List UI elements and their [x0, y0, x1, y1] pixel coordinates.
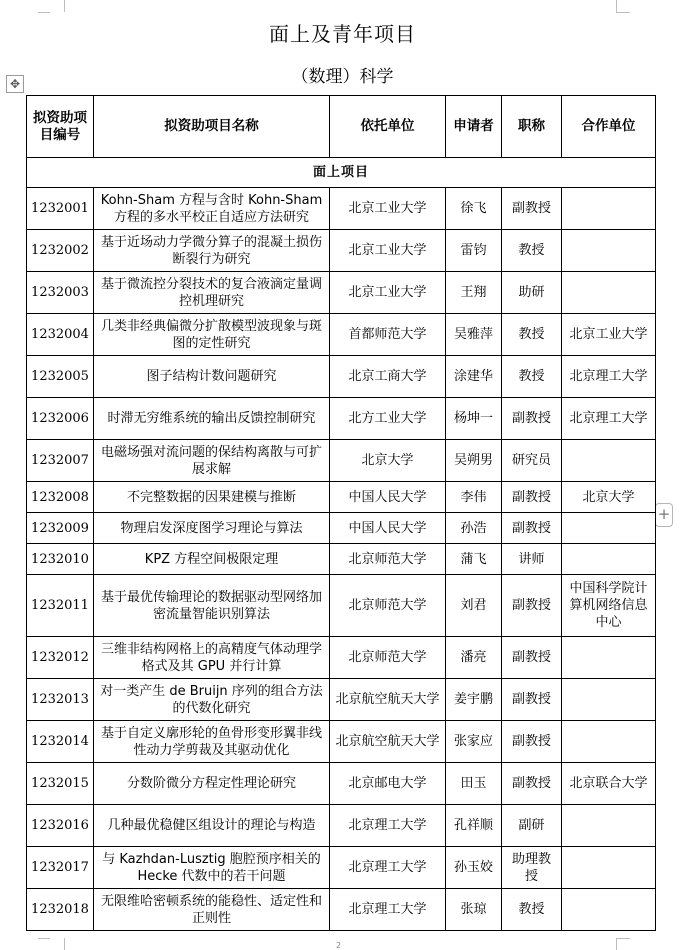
cell-name: 不完整数据的因果建模与推断 — [94, 482, 330, 513]
cell-unit: 北京师范大学 — [330, 575, 446, 637]
cell-partner: 北京理工大学 — [562, 398, 656, 440]
table-row — [27, 440, 656, 482]
table-row — [27, 805, 656, 847]
cell-id: 1232011 — [27, 575, 94, 637]
cell-rank: 讲师 — [502, 544, 562, 575]
cell-applicant: 孔祥顺 — [446, 805, 502, 847]
cell-partner: 北京大学 — [562, 482, 656, 513]
cell-id: 1232012 — [27, 637, 94, 679]
cell-rank: 研究员 — [502, 440, 562, 482]
cell-unit: 北京师范大学 — [330, 637, 446, 679]
cell-unit: 中国人民大学 — [330, 482, 446, 513]
cell-applicant: 王翔 — [446, 272, 502, 314]
cell-partner: 北京工业大学 — [562, 314, 656, 356]
cell-name: 基于自定义廓形轮的鱼骨形变形翼非线性动力学剪裁及其驱动优化 — [94, 721, 330, 763]
cell-name: 三维非结构网格上的高精度气体动理学格式及其 GPU 并行计算 — [94, 637, 330, 679]
cell-applicant: 雷钧 — [446, 230, 502, 272]
cell-id: 1232007 — [27, 440, 94, 482]
cell-applicant: 孙浩 — [446, 513, 502, 544]
cell-name: 几种最优稳健区组设计的理论与构造 — [94, 805, 330, 847]
cell-rank: 副教授 — [502, 637, 562, 679]
cell-id: 1232005 — [27, 356, 94, 398]
cell-partner — [562, 513, 656, 544]
cell-rank: 助研 — [502, 272, 562, 314]
table-row — [27, 679, 656, 721]
cell-unit: 北京工业大学 — [330, 272, 446, 314]
cell-applicant: 刘君 — [446, 575, 502, 637]
cell-unit: 北京工业大学 — [330, 188, 446, 230]
table-row — [27, 513, 656, 544]
cell-unit: 北方工业大学 — [330, 398, 446, 440]
crop-mark-bottom-left-h — [38, 938, 50, 939]
cell-unit: 北京航空航天大学 — [330, 679, 446, 721]
table-move-handle-icon[interactable]: ✥ — [6, 75, 24, 93]
cell-unit: 北京理工大学 — [330, 889, 446, 931]
cell-applicant: 田玉 — [446, 763, 502, 805]
cell-rank: 教授 — [502, 230, 562, 272]
cell-rank: 教授 — [502, 356, 562, 398]
cell-unit: 中国人民大学 — [330, 513, 446, 544]
table-row — [27, 482, 656, 513]
cell-id: 1232006 — [27, 398, 94, 440]
cell-rank: 副教授 — [502, 513, 562, 544]
cell-partner: 中国科学院计算机网络信息中心 — [562, 575, 656, 637]
cell-unit: 首都师范大学 — [330, 314, 446, 356]
cell-id: 1232004 — [27, 314, 94, 356]
cell-applicant: 吴雅萍 — [446, 314, 502, 356]
cell-id: 1232009 — [27, 513, 94, 544]
crop-mark-bottom-right-h — [616, 938, 630, 939]
cell-rank: 副教授 — [502, 188, 562, 230]
table-row — [27, 763, 656, 805]
cell-applicant: 吴朔男 — [446, 440, 502, 482]
cell-id: 1232002 — [27, 230, 94, 272]
cell-applicant: 潘亮 — [446, 637, 502, 679]
project-table — [26, 95, 656, 931]
cell-partner — [562, 440, 656, 482]
cell-unit: 北京航空航天大学 — [330, 721, 446, 763]
cell-partner — [562, 230, 656, 272]
cell-rank: 副教授 — [502, 482, 562, 513]
crop-mark-top-left-h — [38, 12, 50, 13]
cell-applicant: 徐飞 — [446, 188, 502, 230]
cell-partner — [562, 889, 656, 931]
cell-rank: 副教授 — [502, 398, 562, 440]
cell-rank: 助理教授 — [502, 847, 562, 889]
table-row — [27, 544, 656, 575]
cell-name: KPZ 方程空间极限定理 — [94, 544, 330, 575]
cell-applicant: 张琼 — [446, 889, 502, 931]
cell-name: 分数阶微分方程定性理论研究 — [94, 763, 330, 805]
cell-partner — [562, 679, 656, 721]
cell-unit: 北京理工大学 — [330, 847, 446, 889]
cell-partner — [562, 721, 656, 763]
header-partner: 合作单位 — [562, 96, 656, 158]
cell-rank: 副研 — [502, 805, 562, 847]
cell-unit: 北京邮电大学 — [330, 763, 446, 805]
table-row — [27, 230, 656, 272]
cell-rank: 副教授 — [502, 575, 562, 637]
table-row — [27, 575, 656, 637]
crop-mark-top-right-h — [616, 12, 630, 13]
cell-id: 1232010 — [27, 544, 94, 575]
cell-name: 几类非经典偏微分扩散模型波现象与斑图的定性研究 — [94, 314, 330, 356]
cell-applicant: 蒲飞 — [446, 544, 502, 575]
table-row — [27, 847, 656, 889]
cell-rank: 副教授 — [502, 721, 562, 763]
table-row — [27, 889, 656, 931]
cell-applicant: 张家应 — [446, 721, 502, 763]
table-header-row — [27, 96, 656, 158]
cell-partner — [562, 188, 656, 230]
cell-name: Kohn-Sham 方程与含时 Kohn-Sham 方程的多水平校正自适应方法研究 — [94, 188, 330, 230]
section-label: 面上项目 — [27, 158, 656, 188]
cell-name: 基于近场动力学微分算子的混凝土损伤断裂行为研究 — [94, 230, 330, 272]
crop-mark-bottom-left — [50, 938, 65, 950]
cell-rank: 教授 — [502, 889, 562, 931]
cell-name: 图子结构计数问题研究 — [94, 356, 330, 398]
cell-id: 1232014 — [27, 721, 94, 763]
cell-unit: 北京理工大学 — [330, 805, 446, 847]
cell-applicant: 李伟 — [446, 482, 502, 513]
cell-applicant: 姜宇鹏 — [446, 679, 502, 721]
cell-partner: 北京理工大学 — [562, 356, 656, 398]
cell-name: 无限维哈密顿系统的能稳性、适定性和正则性 — [94, 889, 330, 931]
crop-mark-top-right — [616, 0, 631, 12]
page-subtitle: （数理）科学 — [291, 67, 394, 87]
header-name: 拟资助项目名称 — [94, 96, 330, 158]
header-unit: 依托单位 — [330, 96, 446, 158]
cell-partner — [562, 544, 656, 575]
cell-unit: 北京师范大学 — [330, 544, 446, 575]
cell-name: 与 Kazhdan-Lusztig 胞腔预序相关的 Hecke 代数中的若干问题 — [94, 847, 330, 889]
crop-mark-top-left — [50, 0, 65, 12]
cell-id: 1232013 — [27, 679, 94, 721]
cell-partner — [562, 847, 656, 889]
cell-applicant: 孙玉姣 — [446, 847, 502, 889]
add-column-icon[interactable]: + — [655, 503, 673, 527]
cell-partner: 北京联合大学 — [562, 763, 656, 805]
cell-id: 1232008 — [27, 482, 94, 513]
cell-partner — [562, 805, 656, 847]
cell-rank: 副教授 — [502, 679, 562, 721]
cell-rank: 教授 — [502, 314, 562, 356]
header-applicant: 申请者 — [446, 96, 502, 158]
cell-id: 1232003 — [27, 272, 94, 314]
cell-name: 时滞无穷维系统的输出反馈控制研究 — [94, 398, 330, 440]
cell-unit: 北京大学 — [330, 440, 446, 482]
table-row — [27, 356, 656, 398]
cell-name: 基于微流控分裂技术的复合液滴定量调控机理研究 — [94, 272, 330, 314]
table-row — [27, 637, 656, 679]
cell-id: 1232016 — [27, 805, 94, 847]
cell-unit: 北京工商大学 — [330, 356, 446, 398]
cell-partner — [562, 272, 656, 314]
cell-name: 物理启发深度图学习理论与算法 — [94, 513, 330, 544]
table-row — [27, 398, 656, 440]
table-row — [27, 314, 656, 356]
table-row — [27, 721, 656, 763]
crop-mark-bottom-right — [616, 938, 631, 950]
section-row — [27, 158, 656, 188]
cell-partner — [562, 637, 656, 679]
cell-applicant: 杨坤一 — [446, 398, 502, 440]
cell-name: 基于最优传输理论的数据驱动型网络加密流量智能识别算法 — [94, 575, 330, 637]
cell-name: 电磁场强对流问题的保结构离散与可扩展求解 — [94, 440, 330, 482]
header-id: 拟资助项目编号 — [27, 96, 94, 158]
cell-name: 对一类产生 de Bruijn 序列的组合方法的代数化研究 — [94, 679, 330, 721]
page-number: 2 — [336, 941, 342, 950]
cell-id: 1232017 — [27, 847, 94, 889]
cell-applicant: 涂建华 — [446, 356, 502, 398]
cell-unit: 北京工业大学 — [330, 230, 446, 272]
table-row — [27, 272, 656, 314]
cell-id: 1232015 — [27, 763, 94, 805]
header-rank: 职称 — [502, 96, 562, 158]
cell-id: 1232018 — [27, 889, 94, 931]
cell-id: 1232001 — [27, 188, 94, 230]
table-row — [27, 188, 656, 230]
cell-rank: 副教授 — [502, 763, 562, 805]
page-title: 面上及青年项目 — [269, 22, 416, 46]
